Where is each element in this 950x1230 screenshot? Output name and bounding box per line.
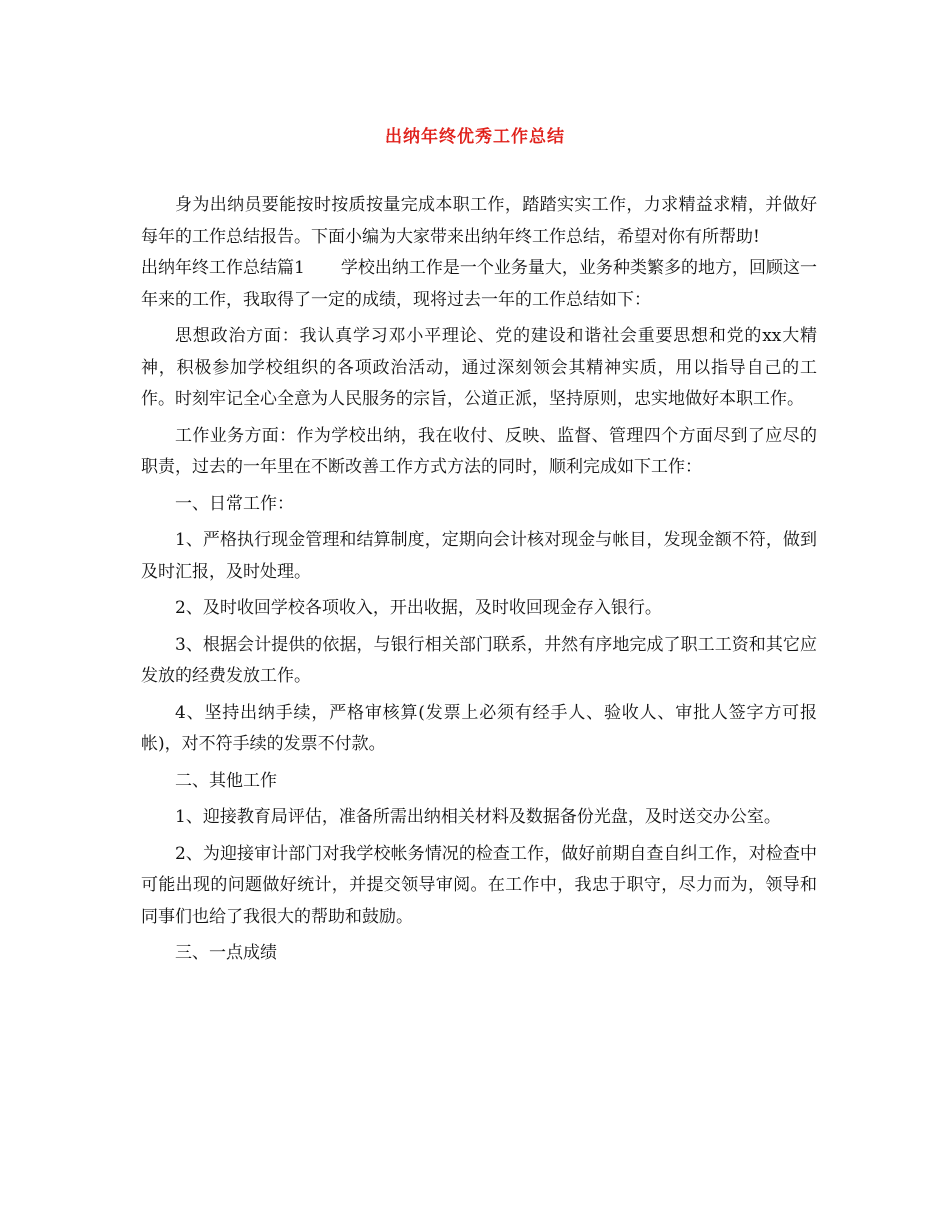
section-opening-text: 学校出纳工作是一个业务量大，业务种类繁多的地方，回顾这一年来的工作，我取得了一定的成绩，现将过去一年的工作总结如下： xyxy=(141,258,817,310)
document-title: 出纳年终优秀工作总结 xyxy=(385,127,565,147)
daily-item-3: 3、根据会计提供的依据，与银行相关部门联系，井然有序地完成了职工工资和其它应发放的经费发放工作。 xyxy=(141,634,817,686)
achievement-heading: 三、一点成绩 xyxy=(175,943,277,963)
other-item-2: 2、为迎接审计部门对我学校帐务情况的检查工作，做好前期自查自纠工作，对检查中可能出现的问题做好统计，并提交领导审阅。在工作中，我忠于职守，尽力而为，领导和同事们也给了我很大的帮助和鼓励。 xyxy=(141,843,817,927)
other-item-1: 1、迎接教育局评估，准备所需出纳相关材料及数据备份光盘，及时送交办公室。 xyxy=(175,807,781,827)
document-body xyxy=(141,190,817,970)
daily-item-1: 1、严格执行现金管理和结算制度，定期向会计核对现金与帐目，发现金额不符，做到及时汇报，及时处理。 xyxy=(141,530,817,582)
intro-paragraph: 身为出纳员要能按时按质按量完成本职工作，踏踏实实工作，力求精益求精，并做好每年的工作总结报告。下面小编为大家带来出纳年终工作总结，希望对你有所帮助! xyxy=(141,195,817,247)
daily-item-4: 4、坚持出纳手续，严格审核算(发票上必须有经手人、验收人、审批人签字方可报帐)，对不符手续的发票不付款。 xyxy=(141,702,817,754)
section-paragraph xyxy=(141,253,817,316)
business-paragraph: 工作业务方面：作为学校出纳，我在收付、反映、监督、管理四个方面尽到了应尽的职责，过去的一年里在不断改善工作方式方法的同时，顺利完成如下工作： xyxy=(141,425,817,477)
politics-paragraph: 思想政治方面：我认真学习邓小平理论、党的建设和谐社会重要思想和党的xx大精神，积极参加学校组织的各项政治活动，通过深刻领会其精神实质，用以指导自己的工作。时刻牢记全心全意为人民服务的宗旨，公道正派，坚持原则，忠实地做好本职工作。 xyxy=(141,326,817,409)
section-heading: 出纳年终工作总结篇1 xyxy=(141,258,305,278)
daily-work-heading: 一、日常工作： xyxy=(175,493,294,514)
other-work-heading: 二、其他工作 xyxy=(175,770,277,791)
daily-item-2: 2、及时收回学校各项收入，开出收据，及时收回现金存入银行。 xyxy=(175,598,662,618)
